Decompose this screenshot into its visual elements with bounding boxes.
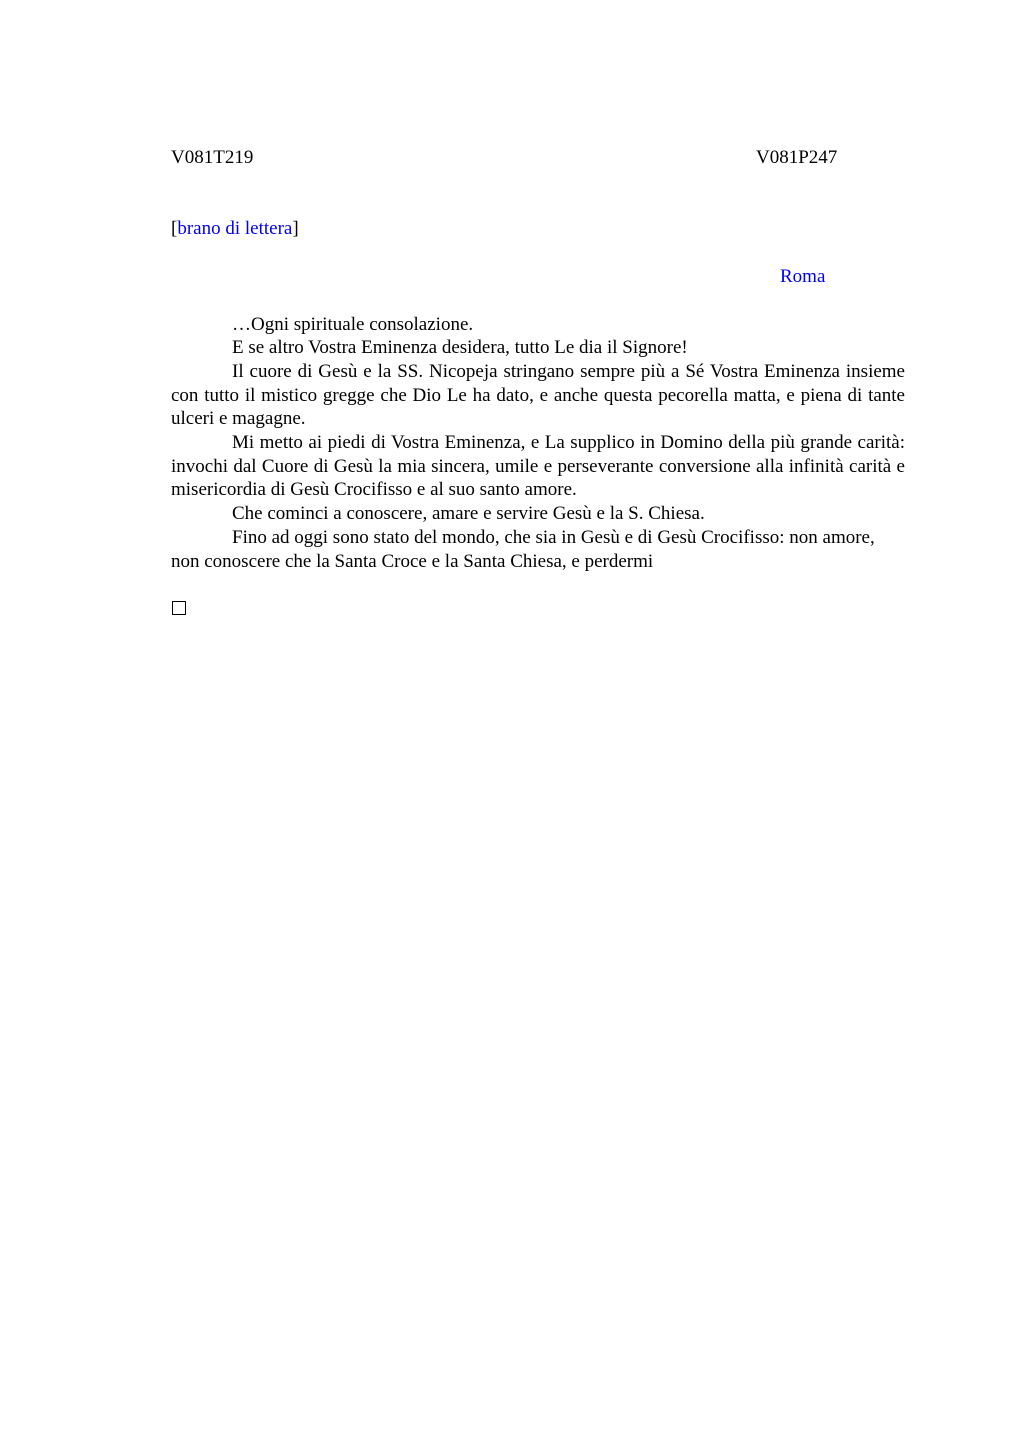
document-code-right: V081P247 xyxy=(756,147,838,168)
paragraph: …Ogni spirituale consolazione. xyxy=(232,313,474,335)
paragraph: Che cominci a conoscere, amare e servire Gesù e la S. Chiesa. xyxy=(232,503,705,525)
document-type-label xyxy=(171,218,299,240)
document-type-link[interactable]: brano di lettera xyxy=(177,218,293,239)
letter-body xyxy=(171,313,905,574)
close-bracket: ] xyxy=(292,218,299,239)
paragraph: Mi metto ai piedi di Vostra Eminenza, e La supplico in Domino della più grande carità: invochi dal Cuore di Gesù la mia sincera, umile e perseverante conversione alla infinità carità e misericordia di Gesù Crocifisso e al suo santo amore. xyxy=(171,432,905,501)
empty-square-icon xyxy=(172,601,186,615)
paragraph: Fino ad oggi sono stato del mondo, che sia in Gesù e di Gesù Crocifisso: non amore, non conoscere che la Santa Croce e la Santa Chiesa, e perdermi xyxy=(171,526,875,572)
paragraph: Il cuore di Gesù e la SS. Nicopeja stringano sempre più a Sé Vostra Eminenza insieme con tutto il mistico gregge che Dio Le ha dato, e anche questa pecorella matta, e piena di tante ulceri e magagne. xyxy=(171,360,905,430)
document-code-left: V081T219 xyxy=(171,147,254,168)
open-bracket: [ xyxy=(171,218,178,239)
paragraph: E se altro Vostra Eminenza desidera, tutto Le dia il Signore! xyxy=(232,337,688,359)
place-link[interactable]: Roma xyxy=(780,266,826,287)
